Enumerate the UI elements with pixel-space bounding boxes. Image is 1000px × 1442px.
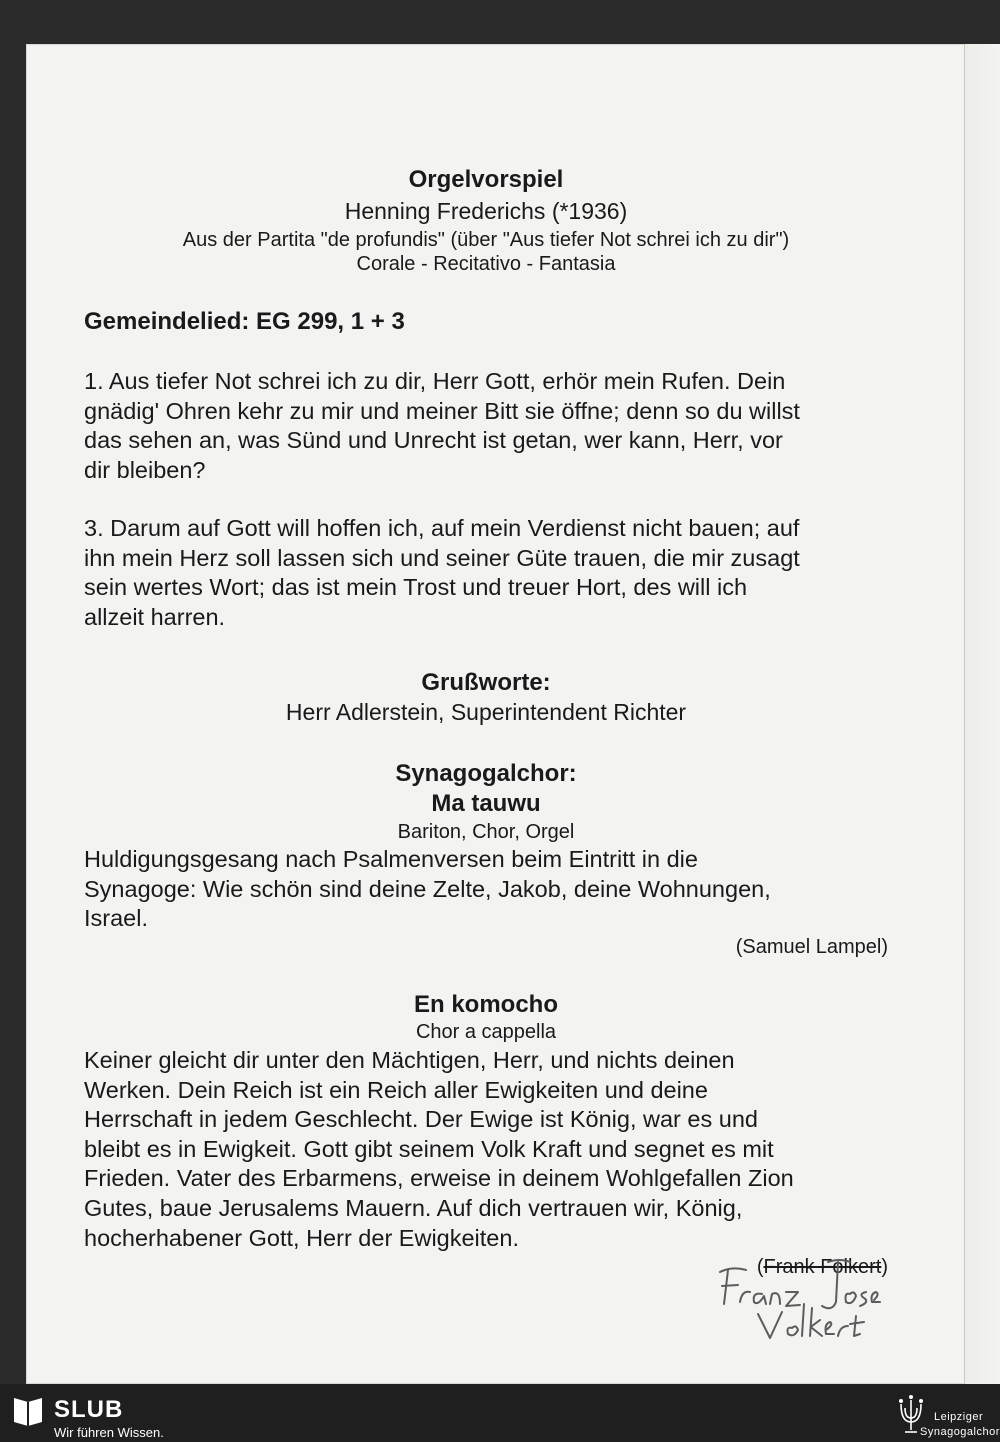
ma-tauwu-composer: (Samuel Lampel) bbox=[735, 936, 888, 958]
piece-en-komocho: En komocho bbox=[413, 991, 558, 1018]
text-line: das sehen an, was Sünd und Unrecht ist getan, wer kann, Herr, vor bbox=[84, 427, 783, 454]
text-line: Werken. Dein Reich ist ein Reich aller Ewigkeiten und deine bbox=[84, 1076, 708, 1103]
paren-close: ) bbox=[881, 1256, 888, 1278]
piece-ma-tauwu: Ma tauwu bbox=[431, 790, 541, 817]
ma-tauwu-scoring: Bariton, Chor, Orgel bbox=[397, 821, 575, 843]
prelude-movements: Corale - Recitativo - Fantasia bbox=[356, 253, 616, 275]
organ-prelude-title: Orgelvorspiel bbox=[408, 166, 564, 193]
text-line: Synagoge: Wie schön sind deine Zelte, Jakob, deine Wohnungen, bbox=[84, 875, 771, 902]
ma-tauwu-text bbox=[84, 845, 894, 934]
paren-open: ( bbox=[756, 1256, 764, 1278]
text-line: Keiner gleicht dir unter den Mächtigen, Herr, und nichts deinen bbox=[84, 1047, 735, 1073]
text-line: Herrschaft in jedem Geschlecht. Der Ewige ist König, war es und bbox=[84, 1106, 758, 1133]
handwritten-correction-signature bbox=[700, 1232, 890, 1342]
partner-name-line2: Synagogalchor bbox=[920, 1426, 1000, 1438]
hymn-verse-1 bbox=[84, 367, 894, 485]
page-edge bbox=[964, 44, 1000, 1384]
en-komocho-text bbox=[84, 1046, 894, 1253]
text-line: bleibt es in Ewigkeit. Gott gibt seinem Volk Kraft und segnet es mit bbox=[84, 1135, 774, 1162]
text-line: 3. Darum auf Gott will hoffen ich, auf mein Verdienst nicht bauen; auf bbox=[84, 515, 800, 541]
text-line: Huldigungsgesang nach Psalmenversen beim Eintritt in die bbox=[84, 846, 698, 872]
en-komocho-scoring: Chor a cappella bbox=[415, 1021, 557, 1043]
prelude-composer: Henning Frederichs (*1936) bbox=[344, 198, 628, 224]
text-line: gnädig' Ohren kehr zu mir und meiner Bitt sie öffne; denn so du willst bbox=[84, 397, 800, 424]
synagogue-choir-title: Synagogalchor: bbox=[395, 760, 577, 787]
slub-name: SLUB bbox=[54, 1396, 124, 1423]
text-line: Frieden. Vater des Erbarmens, erweise in deinem Wohlgefallen Zion bbox=[84, 1165, 794, 1192]
text-line: 1. Aus tiefer Not schrei ich zu dir, Herr Gott, erhör mein Rufen. Dein bbox=[84, 368, 786, 394]
text-line: hocherhabener Gott, Herr der Ewigkeiten. bbox=[84, 1224, 519, 1251]
text-line: Israel. bbox=[84, 905, 148, 932]
struck-composer-name: Frank Folkert bbox=[763, 1256, 882, 1278]
program-page bbox=[26, 44, 1000, 1384]
text-line: allzeit harren. bbox=[84, 603, 226, 630]
slub-tagline: Wir führen Wissen. bbox=[54, 1425, 164, 1440]
hymn-verse-3 bbox=[84, 514, 894, 632]
slub-logo-icon bbox=[10, 1392, 46, 1426]
text-line: dir bleiben? bbox=[84, 456, 206, 483]
page-content bbox=[26, 44, 1000, 1384]
congregation-hymn-title: Gemeindelied: EG 299, 1 + 3 bbox=[84, 308, 405, 335]
greetings-title: Grußworte: bbox=[421, 669, 551, 696]
prelude-subtitle: Aus der Partita "de profundis" (über "Aus tiefer Not schrei ich zu dir") bbox=[182, 229, 790, 251]
greetings-speakers: Herr Adlerstein, Superintendent Richter bbox=[285, 699, 687, 725]
text-line: ihn mein Herz soll lassen sich und seiner Güte trauen, die mir zusagt bbox=[84, 544, 800, 571]
partner-name-line1: Leipziger bbox=[934, 1411, 984, 1423]
text-line: sein wertes Wort; das ist mein Trost und treuer Hort, des will ich bbox=[84, 574, 748, 601]
text-line: Gutes, baue Jerusalems Mauern. Auf dich vertrauen wir, König, bbox=[84, 1194, 743, 1221]
